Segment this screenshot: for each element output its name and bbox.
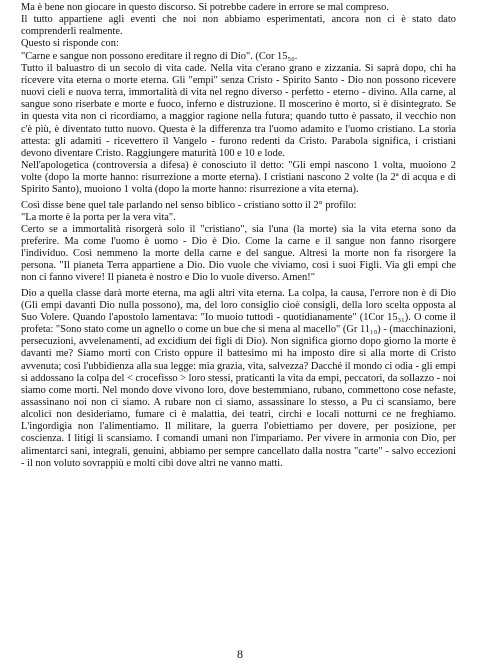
paragraph-8-quote: "La morte è la porta per la vera vita". bbox=[21, 211, 176, 223]
paragraph-6: Nell'apologetica (controversia a difesa) è conosciuto il detto: "Gli empi nascono 1 volta, muoiono 2 volte (dopo la morte hanno: risurrezione a morte eterna). I cristiani nascono 2 volte (la 2ª di acqua e di Spirito Santo), muoiono 1 volta (dopo la morte hanno: risurrezione a vita eterna). bbox=[21, 160, 456, 196]
paragraph-1: Ma è bene non giocare in questo discorso. Si potrebbe cadere in errore se mal compreso. bbox=[21, 2, 389, 13]
paragraph-3: Questo si risponde con: bbox=[21, 38, 119, 50]
paragraph-9: Certo se a immortalità risorgerà solo il "cristiano", sia l'una (la morte) sia la vita eterna sono da preferire. Ma come l'uomo è uomo - Dio è Dio. Come la carne e il sangue non fanno risorgere l'individuo. Così nemmeno la morte della carne e del sangue. Altresì la morte non fa risorgere la persona. "Il pianeta Terra appartiene a Dio. Dio vuole che viviamo, così i suoi Figli. Via gli empi che non ci fanno vivere! Il pianeta è nostro e Dio lo vuole diverso. Amen!" bbox=[21, 223, 456, 284]
paragraph-10: Dio a quella classe darà morte eterna, ma agli altri vita eterna. La colpa, la causa, l'errore non è di Dio (Gli empi davanti Dio nulla possono), ma, del loro consiglio cioè consigli, della loro scelta opposta al Suo Volere. Quando l'apostolo lamentava: "Io muoio tuttodì - quotidianamente" (1Cor 15₃₁). O come il profeta: "Sono stato come un agnello o come un bue che si mena al macello" (Gr 11₁₉) - (macchinazioni, persecuzioni, avvelenamenti, ad excidium dei figli di Dio). Non significa giorno dopo giorno la morte è davanti me? Siamo morti con Cristo oppure il battesimo mi ha imposto dire sì alla morte di Cristo avvenuta; così l'ubbidienza alla sua legge: mia grazia, vita, salvezza? Dacché il mondo ci odia - gli empi si addossano la colpa del < crocefisso > loro stessi, praticanti la vita da empi, peccatori, da sollazzo - noi siamo come morti. Nel mondo dove vivono loro, dove bestemmiano, rubano, commettono cose nefaste, assassinano noi non ci siamo. A rubare non ci siamo, assassinare lo stesso, a Pu ci scansiamo, bere alcolici non desideriamo, fumare ci è malattia, dei teatri, circhi e locali notturni ce ne freghiamo. L'ingordigia non l'alimentiamo. Il militare, la guerra l'obiettiamo per dovere, per posizione, per coscienza. I litigi li scansiamo. I comandi umani non l'impariamo. Per vivere in armonia con Dio, per alimentarci sani, integrali, genuini, abbiamo per sempre cancellato dalla nostra "carte" - salvo eccezioni - il non voluto sovrappiù e molti cibi dove altri ne vanno matti. bbox=[21, 287, 456, 469]
paragraph-2: Il tutto appartiene agli eventi che noi non abbiamo esperimentati, ancora non ci è stato dato comprenderli realmente. bbox=[21, 14, 456, 38]
page-number: 8 bbox=[237, 647, 243, 661]
paragraph-4-quote: "Carne e sangue non possono ereditare il regno di Dio". (Cor 15₅₀. bbox=[21, 50, 298, 62]
paragraph-7: Così disse bene quel tale parlando nel senso biblico - cristiano sotto il 2° profilo: bbox=[21, 199, 357, 211]
paragraph-5: Tutto il baluastro di un secolo di vita cade. Nella vita c'erano grano e zizzania. Si saprà dopo, chi ha ricevere vita eterna o morte eterna. Gli "empi" senza Cristo - Spirito Santo - Dio non possono ricevere nuovi cieli e nuova terra, immortalità di vita nel regno diverso - perfetto - eterno - divino. Alla carne, al sangue sono riserbate e morte e fuoco, inferno e distruzione. Il moscerino è morto, si è disintegrato. Se in questa vita non ci ricordiamo, a maggior ragione nella futura; quando tutto è passato, il vecchio non c'è più, è diventato tutto nuovo. Questa è la differenza tra l'uomo adamito e l'uomo cristiano. La storia attesta: gli adamiti - ricevettero il Vangelo - furono redenti da Cristo. Parabola significa, i cristiani devono diventare Cristo. Raggiungere maturità 100 e 10 e lode. bbox=[21, 62, 456, 159]
